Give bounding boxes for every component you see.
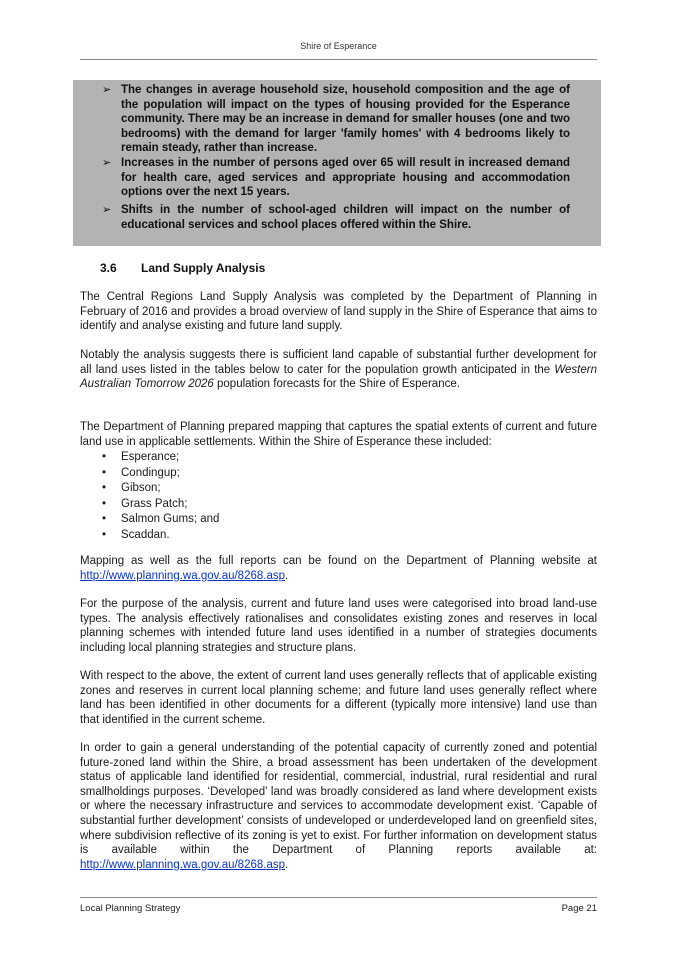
paragraph-text: Mapping as well as the full reports can be found on the Department of Planning website at — [80, 555, 597, 567]
list-item-text: Condingup; — [121, 466, 180, 479]
paragraph-text: . — [285, 858, 289, 871]
bullet-icon: • — [102, 482, 107, 495]
list-item-text: Salmon Gums; and — [121, 513, 220, 526]
paragraph-reports-link — [80, 554, 597, 583]
paragraph-text: population forecasts for the Shire of Esperance. — [213, 378, 460, 391]
bullet-icon: • — [102, 497, 107, 510]
list-item — [80, 466, 597, 482]
bullet-icon: • — [102, 451, 107, 463]
section-heading — [100, 261, 265, 275]
bullet-icon: • — [102, 466, 107, 479]
paragraph-text: . — [285, 569, 289, 582]
list-item-text: Grass Patch; — [121, 497, 188, 510]
list-item — [80, 481, 597, 497]
footer-document-title: Local Planning Strategy — [80, 903, 181, 914]
footer-divider — [80, 897, 597, 898]
callout-item-text: Increases in the number of persons aged over 65 will result in increased demand for health care, aged services and appropriate housing and accommodation options over the next 15 years. — [121, 157, 570, 198]
list-item — [80, 512, 597, 528]
section-title: Land Supply Analysis — [141, 261, 266, 275]
arrow-bullet-icon: ➢ — [102, 204, 112, 216]
paragraph-intro: The Central Regions Land Supply Analysis was completed by the Department of Planning in February of 2016 and provides a broad overview of land supply in the Shire of Esperance that aims to identify and analyse existing and future land supply. — [80, 291, 597, 333]
arrow-bullet-icon: ➢ — [102, 157, 112, 169]
paragraph-current-land-uses: With respect to the above, the extent of current land uses generally reflects that of applicable existing zones and reserves in current local planning scheme; and future land uses generally reflect where land has been identified in other documents for a different (typically more intensive) land use than that identified in the current scheme. — [80, 670, 597, 726]
paragraph-mapping: The Department of Planning prepared mapping that captures the spatial extents of current and future land use in applicable settlements. Within the Shire of Esperance these included: — [80, 421, 597, 448]
bullet-icon: • — [102, 513, 107, 526]
paragraph-text: In order to gain a general understanding of the potential capacity of currently zoned and potential future-zoned land within the Shire, a broad assessment has been undertaken of the development status of applicable land identified for residential, commercial, industrial, rural residential and rural smallholdings purposes. ‘Developed’ land was broadly considered as land where development exists or where the necessary infrastructure and services to accommodate development exist. ‘Capable of substantial further development’ consists of undeveloped or underdeveloped land on greenfield sites, where subdivision reflective of its zoning is yet to exist. For further information on development status is available within the Department of Planning reports available at: — [80, 742, 597, 857]
section-number: 3.6 — [100, 261, 117, 275]
list-item — [80, 497, 597, 513]
key-findings-callout — [73, 80, 601, 246]
callout-item-text: The changes in average household size, household composition and the age of the population will impact on the types of housing provided for the Esperance community. There may be an increase in demand for smaller houses (one and two bedrooms) with the demand for larger 'family homes' with 4 bedrooms likely to remain steady, rather than increase. — [121, 84, 570, 154]
list-item-text: Esperance; — [121, 451, 180, 463]
paragraph-development-status — [80, 741, 597, 872]
header-divider — [80, 59, 597, 60]
planning-website-link[interactable]: http://www.planning.wa.gov.au/8268.asp — [80, 569, 286, 582]
settlement-list — [80, 450, 597, 544]
list-item — [80, 450, 597, 466]
list-item-text: Gibson; — [121, 482, 161, 495]
paragraph-analysis-purpose: For the purpose of the analysis, current and future land uses were categorised into broad land-use types. The analysis effectively rationalises and consolidates existing zones and reserves in local planning schemes with intended future land uses identified in a number of strategies documents including local planning strategies and structure plans. — [80, 598, 597, 654]
page-header-title: Shire of Esperance — [300, 41, 377, 51]
list-item — [80, 528, 597, 544]
page-number: Page 21 — [561, 903, 597, 914]
planning-reports-link[interactable]: http://www.planning.wa.gov.au/8268.asp — [80, 858, 286, 871]
forecast-title: Western Australian Tomorrow 2026 — [80, 363, 597, 391]
paragraph-text: Notably the analysis suggests there is sufficient land capable of substantial further development for all land uses listed in the tables below to cater for the population growth anticipated in the — [80, 349, 597, 376]
list-item-text: Scaddan. — [121, 528, 170, 541]
paragraph-sufficient-land — [80, 348, 597, 392]
callout-item-text: Shifts in the number of school-aged children will impact on the number of educational services and school places offered within the Shire. — [121, 204, 570, 231]
bullet-icon: • — [102, 528, 107, 541]
arrow-bullet-icon: ➢ — [102, 84, 112, 96]
